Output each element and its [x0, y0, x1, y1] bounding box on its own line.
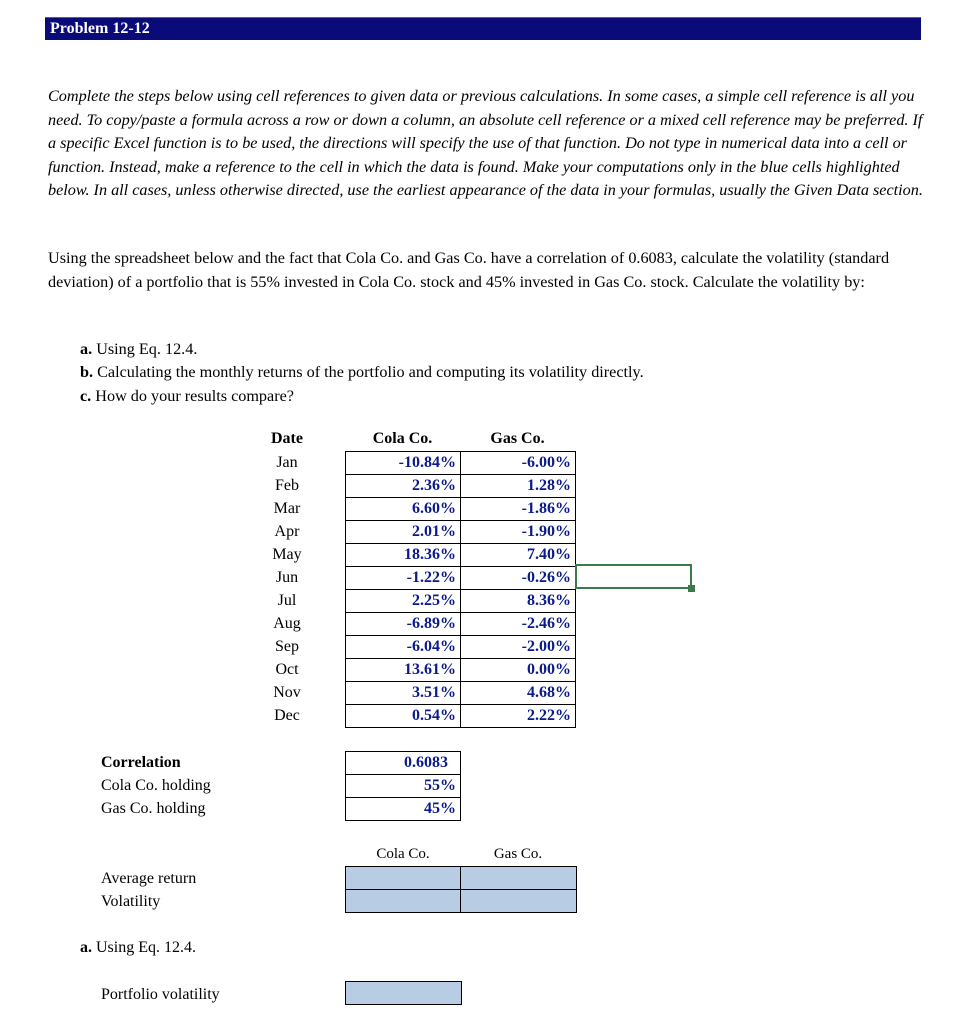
month-label: Sep — [275, 638, 299, 655]
correlation-cell[interactable]: 0.6083 — [345, 751, 461, 775]
cola-return-cell[interactable]: -6.04% — [345, 635, 461, 659]
cola-return-cell[interactable]: 6.60% — [345, 497, 461, 521]
gas-return-cell[interactable]: -1.86% — [460, 497, 576, 521]
cola-return-cell[interactable]: -10.84% — [345, 451, 461, 475]
gas-return-cell[interactable]: 1.28% — [460, 474, 576, 498]
question-text: Using the spreadsheet below and the fact that Cola Co. and Gas Co. have a correlation of 0.6083, calculate the volatility (standard deviation) of a portfolio that is 55% invested in Cola Co. stock and 45% invested in Gas Co. stock. Calculate the volatility by: — [48, 249, 890, 291]
cola-return-cell[interactable]: -1.22% — [345, 566, 461, 590]
month-label: Nov — [273, 684, 301, 701]
gas-return-cell[interactable]: 7.40% — [460, 543, 576, 567]
gas-return-cell[interactable]: -2.46% — [460, 612, 576, 636]
month-label: Jun — [275, 569, 299, 586]
stats-header-cola: Cola Co. — [376, 846, 430, 862]
month-label: Apr — [274, 523, 300, 540]
cola-return-cell[interactable]: 13.61% — [345, 658, 461, 682]
gas-return-cell[interactable]: 4.68% — [460, 681, 576, 705]
cola-average-return-input[interactable] — [345, 866, 462, 890]
selected-cell[interactable] — [575, 564, 692, 589]
gas-return-cell[interactable]: -0.26% — [460, 566, 576, 590]
volatility-label: Volatility — [101, 893, 161, 910]
problem-title: Problem 12-12 — [50, 20, 150, 37]
part-a: a. Using Eq. 12.4. — [80, 340, 198, 358]
gas-average-return-input[interactable] — [460, 866, 577, 890]
gas-return-cell[interactable]: 0.00% — [460, 658, 576, 682]
question-parts — [80, 338, 644, 408]
fill-handle[interactable] — [688, 585, 695, 592]
part-c: c. How do your results compare? — [80, 386, 294, 405]
problem-title-bar — [45, 17, 921, 40]
instructions-text: Complete the steps below using cell references to given data or previous calculations. In some cases, a simple cell reference is all you need. To copy/paste a formula across a row or down a column, an absolute cell reference or a mixed cell reference may be preferred. If a specific Excel function is to be used, the directions will specify the use of that function. Do not type in numerical data into a cell or function. Instead, make a reference to the cell in which the data is found. Make your computations only in the blue cells highlighted below. In all cases, unless otherwise directed, use the earliest appearance of the data in your formulas, usually the Given Data section. — [48, 87, 923, 200]
cola-return-cell[interactable]: 2.25% — [345, 589, 461, 613]
gas-return-cell[interactable]: -1.90% — [460, 520, 576, 544]
cola-volatility-input[interactable] — [345, 889, 462, 913]
cola-return-cell[interactable]: 3.51% — [345, 681, 461, 705]
gas-holding-label: Gas Co. holding — [101, 800, 206, 817]
cola-return-cell[interactable]: 0.54% — [345, 704, 461, 728]
month-label: Feb — [275, 477, 299, 494]
part-b: b. Calculating the monthly returns of the portfolio and computing its volatility directly. — [80, 363, 644, 382]
header-gas: Gas Co. — [490, 430, 545, 447]
cola-holding-cell[interactable]: 55% — [345, 774, 461, 798]
month-label: Jan — [276, 454, 298, 471]
month-label: Mar — [273, 500, 301, 517]
gas-holding-cell[interactable]: 45% — [345, 797, 461, 821]
correlation-label: Correlation — [101, 754, 181, 771]
portfolio-volatility-label: Portfolio volatility — [101, 986, 220, 1003]
header-date: Date — [271, 430, 303, 447]
average-return-label: Average return — [101, 870, 197, 887]
month-label: May — [272, 546, 302, 563]
gas-return-cell[interactable]: -2.00% — [460, 635, 576, 659]
cola-return-cell[interactable]: 18.36% — [345, 543, 461, 567]
gas-volatility-input[interactable] — [460, 889, 577, 913]
gas-return-cell[interactable]: 2.22% — [460, 704, 576, 728]
month-label: Oct — [275, 661, 299, 678]
stats-header-gas: Gas Co. — [493, 846, 543, 862]
month-label: Jul — [277, 592, 297, 609]
gas-return-cell[interactable]: -6.00% — [460, 451, 576, 475]
part-a-heading: a. Using Eq. 12.4. — [80, 939, 196, 956]
month-label: Dec — [274, 707, 300, 724]
cola-holding-label: Cola Co. holding — [101, 777, 211, 794]
cola-return-cell[interactable]: 2.01% — [345, 520, 461, 544]
cola-return-cell[interactable]: 2.36% — [345, 474, 461, 498]
header-cola: Cola Co. — [372, 430, 433, 447]
month-label: Aug — [273, 615, 301, 632]
portfolio-volatility-input[interactable] — [345, 981, 462, 1005]
gas-return-cell[interactable]: 8.36% — [460, 589, 576, 613]
cola-return-cell[interactable]: -6.89% — [345, 612, 461, 636]
